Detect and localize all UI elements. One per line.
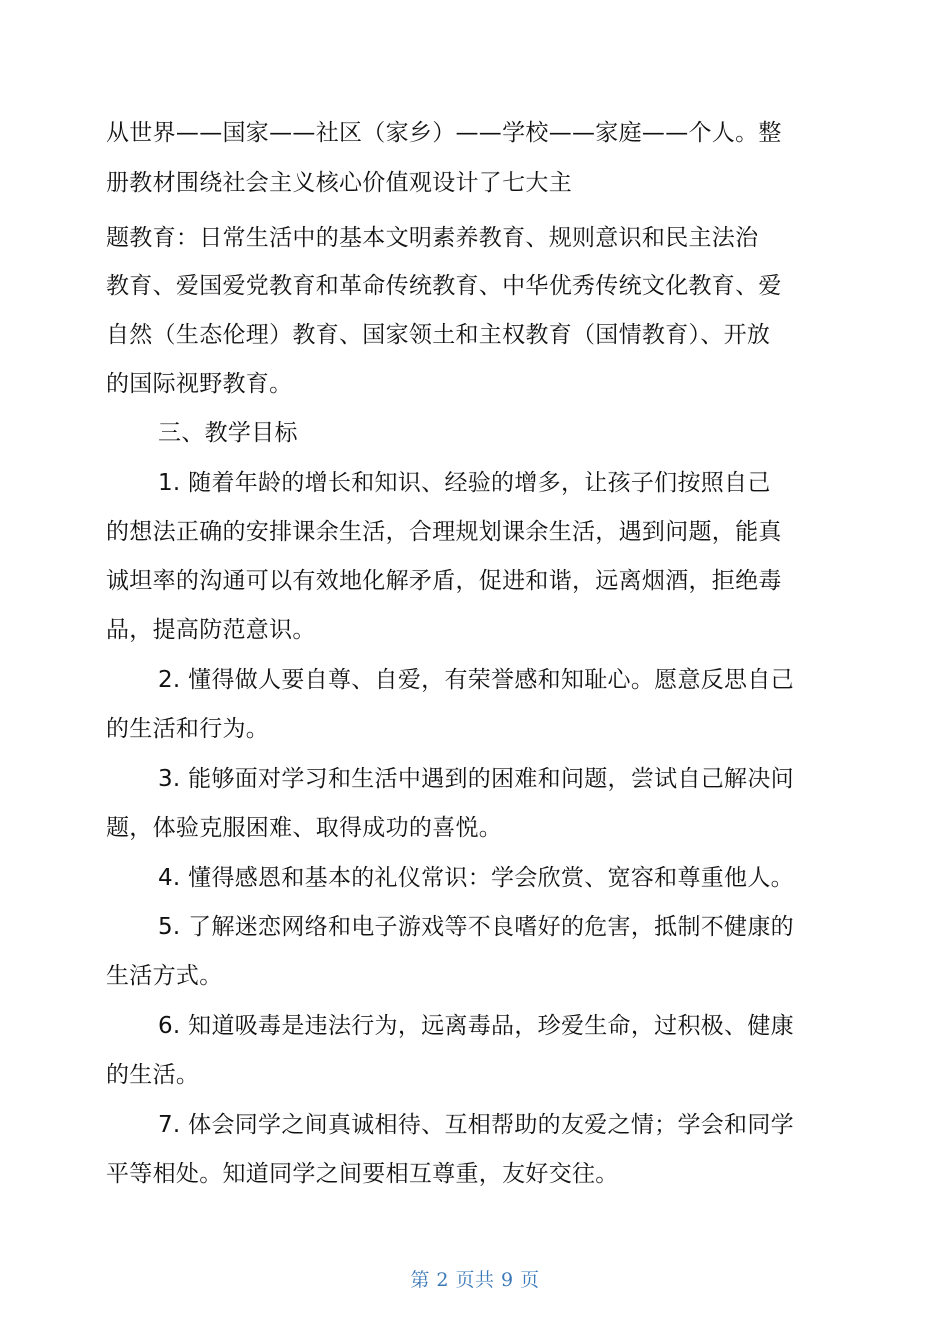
text-line: 6. 知道吸毒是违法行为，远离毒品，珍爱生命，过积极、健康 bbox=[158, 1013, 794, 1039]
text-line: 品，提高防范意识。 bbox=[106, 617, 316, 643]
text-line: 3. 能够面对学习和生活中遇到的困难和问题，尝试自己解决问 bbox=[158, 766, 794, 792]
text-line: 7. 体会同学之间真诚相待、互相帮助的友爱之情；学会和同学 bbox=[158, 1112, 794, 1138]
text-line: 的国际视野教育。 bbox=[106, 371, 293, 397]
text-line: 册教材围绕社会主义核心价值观设计了七大主 bbox=[106, 170, 572, 196]
text-line: 的生活。 bbox=[106, 1062, 200, 1088]
text-line: 题，体验克服困难、取得成功的喜悦。 bbox=[106, 815, 503, 841]
text-line: 生活方式。 bbox=[106, 963, 223, 989]
text-line: 从世界——国家——社区（家乡）——学校——家庭——个人。整 bbox=[106, 120, 782, 146]
text-line: 4. 懂得感恩和基本的礼仪常识：学会欣赏、宽容和尊重他人。 bbox=[158, 865, 794, 891]
page-number: 第 2 页共 9 页 bbox=[410, 1269, 540, 1291]
text-line: 的想法正确的安排课余生活，合理规划课余生活，遇到问题，能真 bbox=[106, 519, 782, 545]
text-line: 5. 了解迷恋网络和电子游戏等不良嗜好的危害，抵制不健康的 bbox=[158, 914, 794, 940]
text-line: 题教育：日常生活中的基本文明素养教育、规则意识和民主法治 bbox=[106, 225, 759, 251]
text-line: 1. 随着年龄的增长和知识、经验的增多，让孩子们按照自己 bbox=[158, 470, 771, 496]
text-line: 教育、爱国爱党教育和革命传统教育、中华优秀传统文化教育、爱 bbox=[106, 273, 782, 299]
section-heading: 三、教学目标 bbox=[158, 420, 298, 446]
text-line: 平等相处。知道同学之间要相互尊重，友好交往。 bbox=[106, 1161, 619, 1187]
text-line: 2. 懂得做人要自尊、自爱，有荣誉感和知耻心。愿意反思自己 bbox=[158, 667, 794, 693]
text-line: 诚坦率的沟通可以有效地化解矛盾，促进和谐，远离烟酒，拒绝毒 bbox=[106, 568, 782, 594]
text-line: 的生活和行为。 bbox=[106, 716, 270, 742]
text-line: 自然（生态伦理）教育、国家领土和主权教育（国情教育）、开放 bbox=[106, 322, 771, 348]
